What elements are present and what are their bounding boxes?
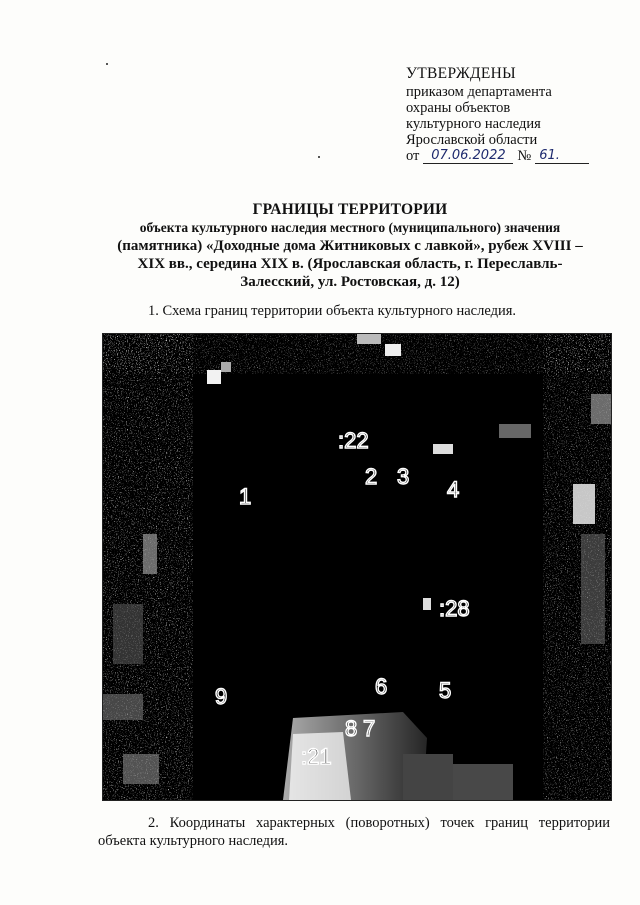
- scan-speck: [318, 156, 320, 158]
- map-label-point-2: 2: [365, 464, 378, 489]
- map-label-point-9: 9: [215, 684, 228, 709]
- handwritten-date: 07.06.2022: [423, 149, 513, 164]
- handwritten-number: 61.: [535, 149, 589, 164]
- title-heading: ГРАНИЦЫ ТЕРРИТОРИИ: [252, 201, 448, 218]
- number-label: №: [517, 148, 532, 164]
- map-label-point-5: 5: [439, 678, 452, 703]
- map-label-point-4: 4: [447, 477, 460, 502]
- map-label-parcel-22: :22: [338, 428, 369, 453]
- map-label-parcel-28: :28: [439, 596, 470, 621]
- scan-speck: [106, 63, 108, 65]
- title-line: Залесский, ул. Ростовская, д. 12): [240, 274, 460, 290]
- map-label-parcel-21: :21: [301, 744, 332, 769]
- map-label-point-6: 6: [375, 674, 388, 699]
- map-label-point-3: 3: [397, 464, 410, 489]
- document-title: [100, 201, 600, 291]
- map-svg: [103, 334, 611, 800]
- approval-date-row: [406, 148, 606, 164]
- map-label-point-8: 8: [345, 716, 358, 741]
- boundary-map-image: [102, 333, 612, 801]
- title-line: XIX вв., середина XIX в. (Ярославская область, г. Переславль-: [137, 256, 563, 272]
- section-2-caption: 2. Координаты характерных (поворотных) точек границ территории объекта культурного наследия.: [98, 815, 610, 849]
- section-1-caption: 1. Схема границ территории объекта культурного наследия.: [148, 303, 517, 319]
- title-line: (памятника) «Доходные дома Житниковых с лавкой», рубеж XVIII –: [117, 238, 583, 254]
- approval-line: культурного наследия: [406, 116, 541, 132]
- approval-line: Ярославской области: [406, 132, 538, 148]
- map-label-point-7: 7: [363, 716, 376, 741]
- approval-heading: УТВЕРЖДЕНЫ: [406, 65, 516, 82]
- approval-line: охраны объектов: [406, 100, 511, 116]
- title-line: объекта культурного наследия местного (муниципального) значения: [139, 220, 561, 235]
- from-label: от: [406, 148, 420, 164]
- map-label-point-1: 1: [239, 484, 252, 509]
- approval-block: [406, 66, 606, 164]
- approval-line: приказом департамента: [406, 84, 552, 100]
